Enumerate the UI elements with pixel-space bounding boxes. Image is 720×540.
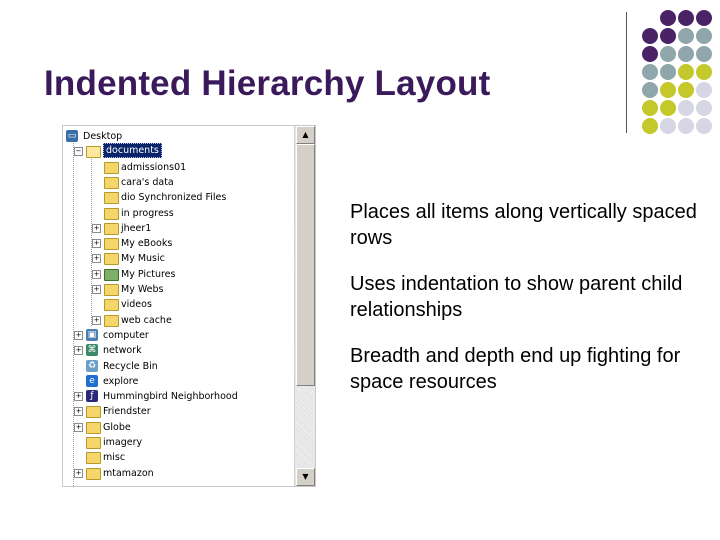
folder-icon [104, 299, 119, 311]
tree-item-label[interactable]: mtamazon [103, 467, 154, 479]
tree-item-label[interactable]: computer [103, 329, 149, 341]
tree-row[interactable] [63, 129, 293, 144]
folder-icon [86, 468, 101, 480]
decorative-dot [642, 100, 658, 116]
tree-row[interactable] [63, 206, 293, 221]
tree-row[interactable] [63, 343, 293, 358]
decorative-dot [642, 82, 658, 98]
decorative-dot [642, 28, 658, 44]
decorative-dot [696, 100, 712, 116]
desktop-icon: ▭ [67, 131, 77, 141]
expand-icon[interactable]: + [75, 468, 82, 477]
folder-icon [104, 238, 119, 250]
scroll-down-button[interactable]: ▼ [296, 468, 315, 486]
folder-icon [104, 284, 119, 296]
tree-view [63, 126, 293, 486]
decorative-dot [696, 118, 712, 134]
decorative-dot [660, 46, 676, 62]
tree-row[interactable] [63, 450, 293, 465]
tree-row[interactable] [63, 175, 293, 190]
decorative-dot [678, 46, 694, 62]
folder-icon [104, 192, 119, 204]
tree-row[interactable] [63, 144, 293, 159]
tree-row[interactable] [63, 236, 293, 251]
folder-icon [104, 223, 119, 235]
folder-icon [104, 253, 119, 265]
tree-row[interactable] [63, 267, 293, 282]
decorative-dot [696, 82, 712, 98]
tree-item-label[interactable]: My eBooks [121, 238, 173, 250]
decorative-dot [696, 10, 712, 26]
tree-item-label[interactable]: Desktop [83, 131, 123, 142]
expand-icon[interactable]: + [93, 239, 100, 248]
tree-item-label[interactable]: jheer1 [121, 222, 152, 234]
tree-row[interactable] [63, 313, 293, 328]
expand-icon[interactable]: + [75, 346, 82, 355]
tree-item-label[interactable]: dio Synchronized Files [121, 192, 227, 204]
decorative-divider [626, 12, 627, 133]
decorative-dot [660, 64, 676, 80]
expand-icon[interactable]: + [75, 422, 82, 431]
expand-icon[interactable]: + [93, 223, 100, 232]
explore-icon: e [86, 375, 98, 387]
pictures-folder-icon [104, 269, 119, 281]
tree-item-label[interactable]: documents [103, 143, 162, 158]
tree-item-label[interactable]: web cache [121, 314, 172, 326]
decorative-dot [678, 82, 694, 98]
decorative-dot [678, 10, 694, 26]
folder-tree-screenshot [62, 125, 316, 487]
folder-icon [86, 452, 101, 464]
folder-icon [104, 162, 119, 174]
slide-title: Indented Hierarchy Layout [44, 64, 491, 103]
expand-icon[interactable]: + [93, 254, 100, 263]
expand-icon[interactable]: + [93, 269, 100, 278]
decorative-dot [678, 28, 694, 44]
bullet-list [350, 199, 710, 415]
decorative-dot [678, 64, 694, 80]
tree-row[interactable] [63, 282, 293, 297]
tree-item-label[interactable]: Globe [103, 421, 131, 433]
tree-item-label[interactable]: network [103, 345, 142, 357]
tree-row[interactable] [63, 389, 293, 404]
computer-icon: ▣ [87, 329, 97, 340]
tree-item-label[interactable]: My Pictures [121, 268, 176, 280]
tree-row[interactable] [63, 374, 293, 389]
tree-row[interactable] [63, 251, 293, 266]
folder-icon [86, 422, 101, 434]
decorative-dot [642, 64, 658, 80]
decorative-dot [678, 118, 694, 134]
network-icon: ⌘ [87, 345, 97, 356]
tree-item-label[interactable]: videos [121, 299, 152, 311]
tree-row[interactable] [63, 221, 293, 236]
tree-item-label[interactable]: imagery [103, 437, 143, 448]
decorative-dot [696, 28, 712, 44]
tree-row[interactable] [63, 435, 293, 450]
bullet-item: Places all items along vertically spaced rows [350, 201, 697, 249]
folder-icon [104, 177, 119, 189]
tree-row[interactable] [63, 190, 293, 205]
vertical-scrollbar[interactable] [294, 126, 315, 486]
tree-item-label[interactable]: Friendster [103, 406, 151, 418]
decorative-dot [660, 28, 676, 44]
tree-row[interactable] [63, 160, 293, 175]
tree-row[interactable] [63, 466, 293, 481]
collapse-icon[interactable]: − [75, 147, 82, 156]
scrollbar-thumb[interactable] [296, 144, 315, 386]
decorative-dot [660, 10, 676, 26]
expand-icon[interactable]: + [75, 392, 82, 401]
expand-icon[interactable]: + [75, 407, 82, 416]
tree-item-label[interactable]: Recycle Bin [103, 360, 158, 372]
decorative-dot [696, 46, 712, 62]
expand-icon[interactable]: + [93, 285, 100, 293]
hummingbird-icon: ƒ [86, 390, 98, 402]
tree-item-label[interactable]: admissions01 [121, 161, 187, 173]
open-folder-icon [86, 146, 101, 158]
tree-item-label[interactable]: Hummingbird Neighborhood [103, 391, 238, 403]
decorative-dot [660, 82, 676, 98]
tree-item-label[interactable]: in progress [121, 207, 174, 219]
recycle-bin-icon: ♻ [87, 360, 97, 371]
decorative-dot [660, 100, 676, 116]
decorative-dot [696, 64, 712, 80]
tree-item-label[interactable]: explore [103, 375, 139, 387]
decorative-dot [642, 118, 658, 134]
decorative-dot [678, 100, 694, 116]
tree-item-label[interactable]: cara's data [121, 176, 174, 188]
bullet-item: Breadth and depth end up fighting for space resources [350, 345, 681, 393]
expand-icon[interactable]: + [93, 315, 100, 324]
tree-row[interactable] [63, 328, 293, 343]
decorative-dot [642, 46, 658, 62]
tree-item-label[interactable]: My Webs [121, 284, 164, 295]
bullet-item: Uses indentation to show parent child relationships [350, 273, 683, 321]
decorative-dot [660, 118, 676, 134]
folder-icon [86, 406, 101, 418]
tree-row[interactable] [63, 359, 293, 374]
tree-row[interactable] [63, 297, 293, 312]
tree-item-label[interactable]: misc [103, 452, 126, 464]
tree-row[interactable] [63, 404, 293, 419]
folder-icon [86, 437, 101, 449]
tree-item-label[interactable]: My Music [121, 253, 165, 265]
expand-icon[interactable]: + [75, 330, 82, 339]
tree-row[interactable] [63, 420, 293, 435]
folder-icon [104, 208, 119, 220]
folder-icon [104, 315, 119, 327]
scroll-up-button[interactable]: ▲ [296, 126, 315, 144]
